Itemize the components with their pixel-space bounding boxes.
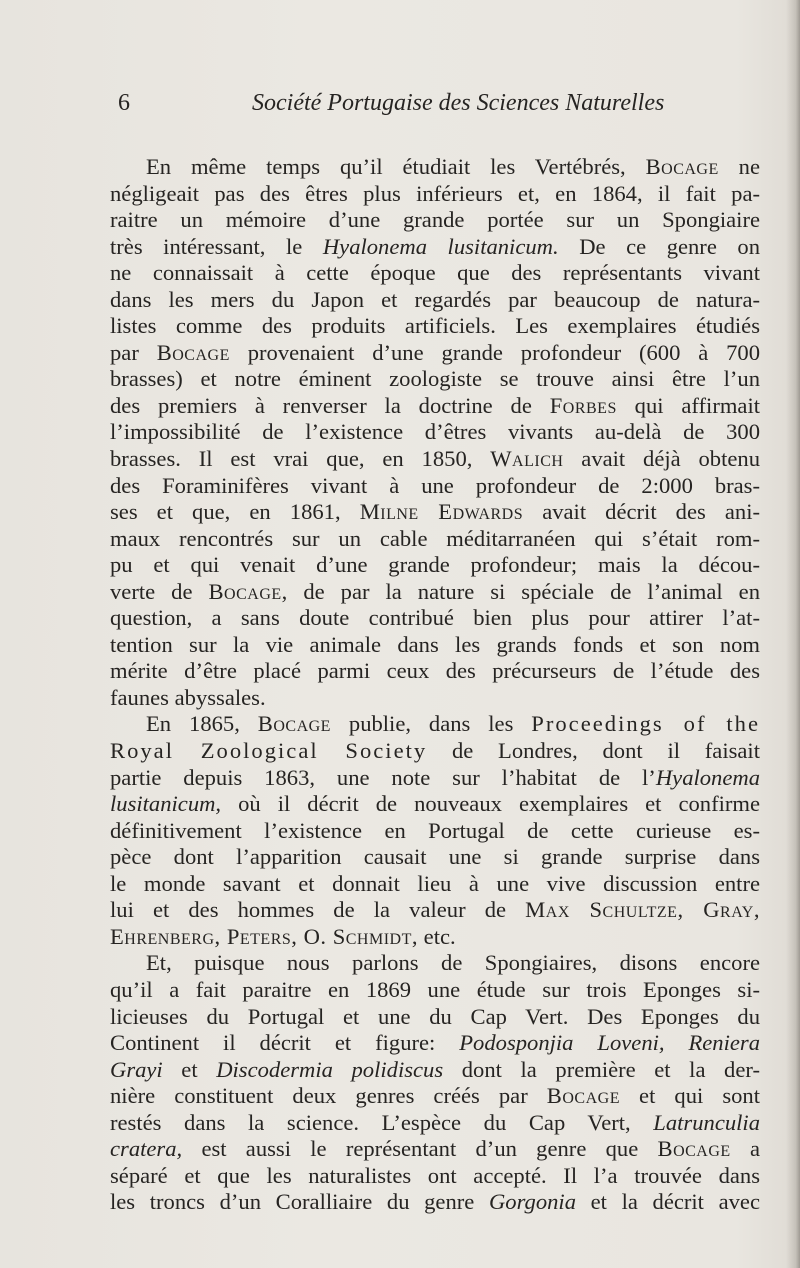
text-line xyxy=(110,685,760,712)
text-line xyxy=(110,1004,760,1031)
text-line xyxy=(110,897,760,924)
text-line xyxy=(110,1030,760,1057)
text-segment: par xyxy=(110,339,157,365)
text-segment: a xyxy=(730,1136,760,1162)
taxon-name: Podosponjia Loveni, Reniera xyxy=(459,1030,760,1056)
text-line xyxy=(110,234,760,261)
text-segment: ne connaissait à cette époque que des représentants vivant xyxy=(110,260,760,286)
author-name: Max Schultze, Gray, xyxy=(525,897,760,923)
text-segment: séparé et que les naturalistes ont accepté. Il l’a trouvée dans xyxy=(110,1162,760,1188)
text-line xyxy=(110,366,760,393)
text-segment: raitre un mémoire d’une grande portée sur un Spongiaire xyxy=(110,207,760,233)
body-text xyxy=(110,154,760,1216)
text-segment: nière constituent deux genres créés par xyxy=(110,1083,547,1109)
text-segment: où il décrit de nouveaux exemplaires et confirme xyxy=(221,791,760,817)
taxon-name: cratera, xyxy=(110,1136,183,1162)
text-line xyxy=(110,340,760,367)
text-segment: En 1865, xyxy=(146,711,258,737)
text-segment: qu’il a fait paraitre en 1869 une étude sur trois Eponges si- xyxy=(110,976,760,1002)
text-line xyxy=(110,260,760,287)
taxon-name: Latrunculia xyxy=(653,1109,760,1135)
text-line xyxy=(110,658,760,685)
text-segment: des premiers à renverser la doctrine de xyxy=(110,392,550,418)
text-segment: très intéressant, le xyxy=(110,233,323,259)
text-segment: publie, dans les xyxy=(330,711,532,737)
text-segment: de Londres, dont il faisait xyxy=(427,738,760,764)
text-segment: question, a sans doute contribué bien plus pour attirer l’at- xyxy=(110,605,760,631)
text-segment: et qui sont xyxy=(619,1083,760,1109)
text-line xyxy=(110,765,760,792)
text-line xyxy=(110,950,760,977)
text-line xyxy=(110,711,760,738)
text-line xyxy=(110,871,760,898)
text-line xyxy=(110,738,760,765)
author-name: Forbes xyxy=(549,392,617,418)
author-name: Ehrenberg, Peters, O. Schmidt, xyxy=(110,923,419,949)
text-segment: Continent il décrit et figure: xyxy=(110,1030,460,1056)
text-segment: et xyxy=(162,1056,217,1082)
text-line xyxy=(110,818,760,845)
text-line xyxy=(110,552,760,579)
text-segment: licieuses du Portugal et une du Cap Vert. Des Eponges du xyxy=(110,1003,760,1029)
text-segment: verte de xyxy=(110,578,209,604)
author-name: Bocage xyxy=(156,339,230,365)
page-edge-shadow xyxy=(786,0,800,1268)
text-segment: le monde savant et donnait lieu à une vive discussion entre xyxy=(110,870,760,896)
text-segment: De ce genre on xyxy=(558,233,761,259)
text-line xyxy=(110,1057,760,1084)
text-line xyxy=(110,446,760,473)
author-name: Bocage xyxy=(257,711,331,737)
text-line xyxy=(110,1189,760,1216)
text-line xyxy=(110,393,760,420)
text-segment: les troncs d’un Coralliaire du genre xyxy=(110,1189,489,1215)
text-line xyxy=(110,632,760,659)
author-name: Bocage xyxy=(645,154,719,179)
text-line xyxy=(110,207,760,234)
text-segment: faunes abyssales. xyxy=(110,684,266,710)
text-segment: avait déjà obtenu xyxy=(563,446,760,472)
text-segment: En même temps qu’il étudiait les Vertébrés, xyxy=(146,154,646,179)
taxon-name: Grayi xyxy=(110,1056,163,1082)
text-segment: Et, puisque nous parlons de Spongiaires, disons encore xyxy=(146,950,760,976)
text-line xyxy=(110,499,760,526)
text-segment: ne xyxy=(718,154,760,179)
taxon-name: Hyalonema xyxy=(655,764,760,790)
taxon-name: Hyalonema lusitanicum. xyxy=(322,233,559,259)
text-segment: définitivement l’existence en Portugal de cette curieuse es- xyxy=(110,817,760,843)
text-line xyxy=(110,154,760,181)
text-segment: l’impossibilité de l’existence d’êtres vivants au-delà de 300 xyxy=(110,419,760,445)
author-name: Bocage xyxy=(208,578,282,604)
text-segment: provenaient d’une grande profondeur (600 à 700 xyxy=(229,339,760,365)
text-segment: lui et des hommes de la valeur de xyxy=(110,897,526,923)
text-segment: pu et qui venait d’une grande profondeur; mais la décou- xyxy=(110,552,760,578)
text-segment: dans les mers du Japon et regardés par beaucoup de natura- xyxy=(110,286,760,312)
text-segment: maux rencontrés sur un cable méditarranéen qui s’était rom- xyxy=(110,525,760,551)
text-segment: des Foraminifères vivant à une profondeur de 2:000 bras- xyxy=(110,472,760,498)
text-segment: dont la première et la der- xyxy=(443,1056,760,1082)
text-line xyxy=(110,419,760,446)
author-name: Milne Edwards xyxy=(359,499,524,525)
running-title: Société Portugaise des Sciences Naturelles xyxy=(252,90,665,116)
text-line xyxy=(110,473,760,500)
taxon-name: lusitanicum, xyxy=(110,791,222,817)
taxon-name: Discodermia polidiscus xyxy=(216,1056,444,1082)
page-header xyxy=(118,90,718,120)
journal-title: Royal Zoological Society xyxy=(110,738,428,764)
text-line xyxy=(110,313,760,340)
author-name: Bocage xyxy=(657,1136,731,1162)
text-line xyxy=(110,1136,760,1163)
author-name: Walich xyxy=(490,446,564,472)
text-segment: brasses. Il est vrai que, en 1850, xyxy=(110,446,491,472)
text-line xyxy=(110,977,760,1004)
text-segment: et la décrit avec xyxy=(576,1189,760,1215)
text-line xyxy=(110,287,760,314)
text-line xyxy=(110,791,760,818)
text-line xyxy=(110,1163,760,1190)
text-segment: brasses) et notre éminent zoologiste se trouve ainsi être l’un xyxy=(110,366,760,392)
text-line xyxy=(110,924,760,951)
text-segment: tention sur la vie animale dans les grands fonds et son nom xyxy=(110,631,760,657)
text-segment: est aussi le représentant d’un genre que xyxy=(182,1136,658,1162)
journal-title: Proceedings of the xyxy=(531,711,760,737)
text-line xyxy=(110,181,760,208)
text-segment: etc. xyxy=(418,923,456,949)
text-segment: qui affirmait xyxy=(616,392,760,418)
text-segment: pèce dont l’apparition causait une si grande surprise dans xyxy=(110,844,760,870)
text-line xyxy=(110,1083,760,1110)
page-number: 6 xyxy=(118,90,130,116)
text-segment: restés dans la science. L’espèce du Cap Vert, xyxy=(110,1109,654,1135)
text-line xyxy=(110,1110,760,1137)
text-line xyxy=(110,579,760,606)
text-segment: , de par la nature si spéciale de l’animal en xyxy=(281,578,760,604)
author-name: Bocage xyxy=(546,1083,620,1109)
text-line xyxy=(110,605,760,632)
text-segment: partie depuis 1863, une note sur l’habitat de l’ xyxy=(110,764,656,790)
text-line xyxy=(110,844,760,871)
text-segment: mérite d’être placé parmi ceux des précurseurs de l’étude des xyxy=(110,658,760,684)
text-segment: ses et que, en 1861, xyxy=(110,499,360,525)
text-segment: négligeait pas des êtres plus inférieurs et, en 1864, il fait pa- xyxy=(110,180,760,206)
taxon-name: Gorgonia xyxy=(488,1189,576,1215)
text-line xyxy=(110,526,760,553)
text-segment: listes comme des produits artificiels. Les exemplaires étudiés xyxy=(110,313,760,339)
text-segment: avait décrit des ani- xyxy=(523,499,760,525)
